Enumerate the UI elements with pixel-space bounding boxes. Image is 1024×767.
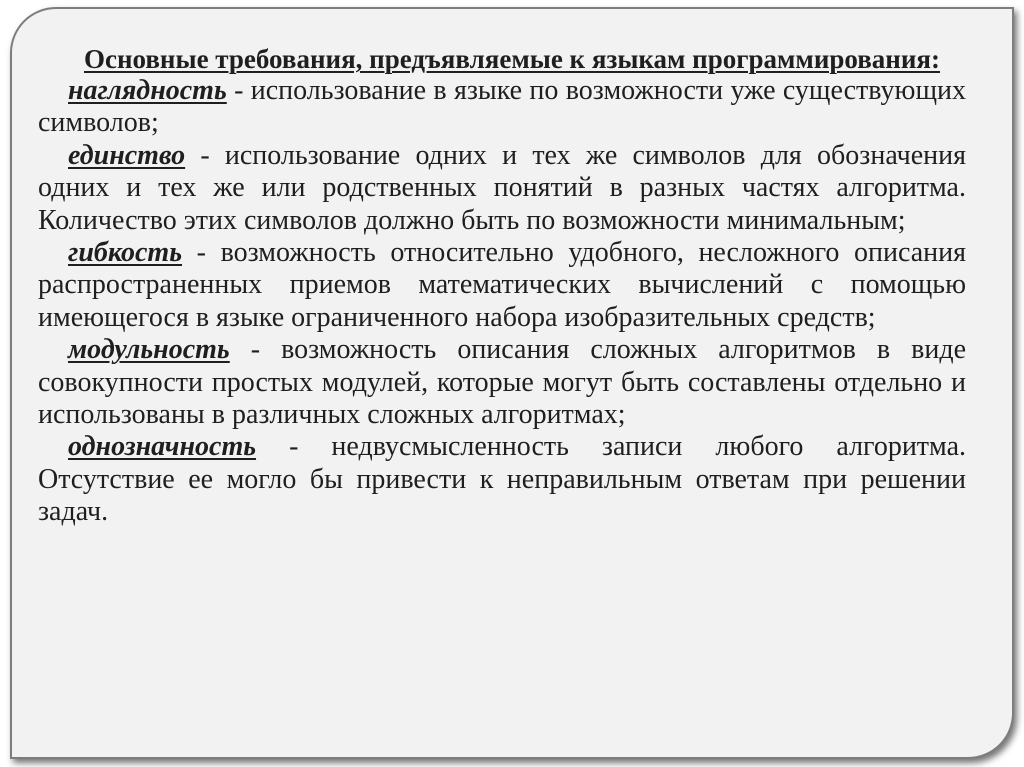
requirement-description: - возможность относительно удобного, несложного описания распространенных приемов математических вычислений с помощью имеющегося в языке ограниченного набора изобразительных средств; — [38, 237, 966, 333]
requirement-term: однозначность — [68, 431, 257, 463]
requirements-list — [38, 75, 966, 529]
requirement-description: - недвусмысленность записи любого алгоритма. Отсутствие ее могло бы привести к неправильным ответам при решении задач. — [38, 431, 966, 528]
slide-title: Основные требования, предъявляемые к языкам программирования: — [83, 44, 941, 74]
requirement-item — [38, 140, 966, 237]
requirement-term: модульность — [68, 334, 230, 366]
requirement-description: - использование одних и тех же символов для обозначения одних и тех же или родственных понятий в разных частях алгоритма. Количество этих символов должно быть по возможности минимальным; — [38, 139, 966, 236]
requirement-description: - использование в языке по возможности уже существующих символов; — [38, 75, 966, 139]
requirement-description: - возможность описания сложных алгоритмов в виде совокупности простых модулей, которые могут быть составлены отдельно и использованы в различных сложных алгоритмах; — [38, 334, 966, 431]
requirement-item — [38, 431, 966, 528]
requirement-item — [38, 75, 966, 140]
requirement-item — [38, 334, 966, 431]
requirement-item — [38, 237, 966, 334]
slide-content — [38, 44, 966, 529]
requirement-term: гибкость — [68, 237, 183, 269]
requirement-term: единство — [68, 139, 186, 171]
requirement-term: наглядность — [68, 75, 227, 106]
